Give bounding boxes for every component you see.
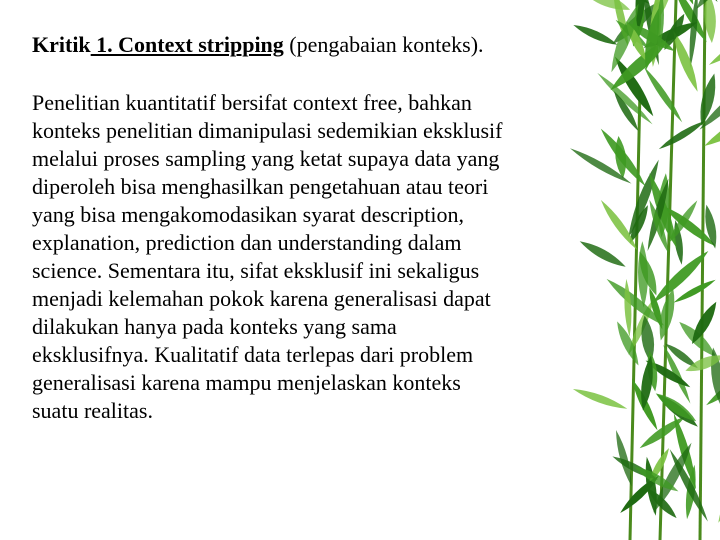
body-line: yang bisa mengakomodasikan syarat description, — [32, 202, 464, 227]
bamboo-stem — [700, 0, 705, 540]
bamboo-leaf — [637, 241, 648, 308]
body-line: melalui proses sampling yang ketat supaya data yang — [32, 146, 500, 171]
slide-heading — [32, 28, 632, 62]
body-line: dilakukan hanya pada konteks yang sama — [32, 314, 397, 339]
heading-note: (pengabaian konteks). — [283, 32, 484, 57]
body-paragraph — [32, 89, 632, 425]
body-line: Penelitian kuantitatif bersifat context free, bahkan — [32, 90, 472, 115]
body-line: suatu realitas. — [32, 398, 153, 423]
body-line: science. Sementara itu, sifat eksklusif ini sekaligus — [32, 258, 480, 283]
body-line: konteks penelitian dimanipulasi sedemikian eksklusif — [32, 118, 503, 143]
body-line: menjadi kelemahan pokok karena generalisasi dapat — [32, 286, 491, 311]
bamboo-leaf — [578, 0, 632, 15]
body-line: eksklusifnya. Kualitatif data terlepas dari problem — [32, 342, 474, 367]
text-area — [32, 28, 632, 425]
body-line: generalisasi karena mampu menjelaskan konteks — [32, 370, 461, 395]
bamboo-leaf — [657, 118, 707, 152]
bamboo-leaf — [641, 65, 685, 124]
body-line: diperoleh bisa menghasilkan pengetahuan atau teori — [32, 174, 489, 199]
heading-title: 1. Context stripping — [90, 32, 284, 57]
heading-lead: Kritik — [32, 32, 91, 57]
bamboo-leaf — [715, 476, 720, 525]
body-line: explanation, prediction dan understanding dalam — [32, 230, 462, 255]
